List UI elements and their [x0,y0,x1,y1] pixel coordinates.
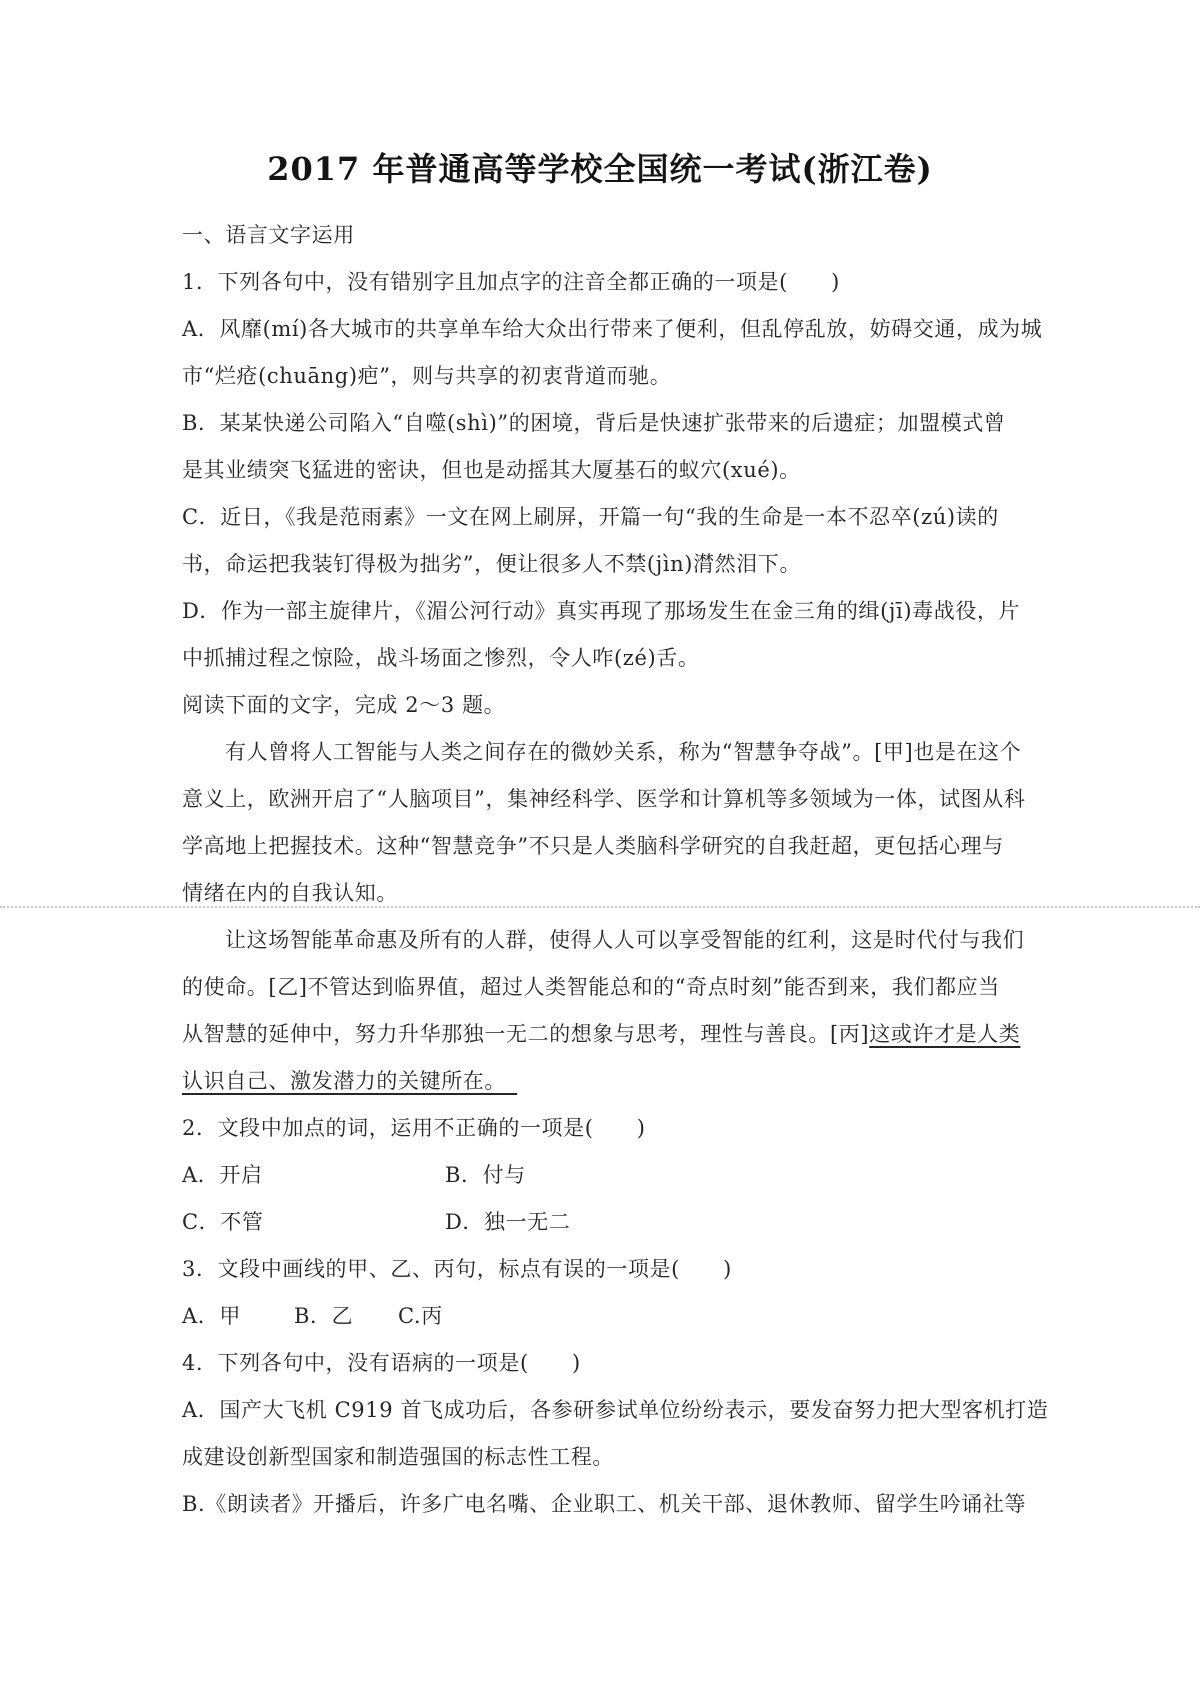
q3-option-a: A．甲 [182,1304,241,1328]
q4-option-b-line1: B.《朗读者》开播后，许多广电名嘴、企业职工、机关干部、退休教师、留学生吟诵社等 [182,1492,1027,1516]
q3-option-b: B．乙 [294,1304,354,1328]
document-body [182,212,1200,1528]
section-heading: 一、语言文字运用 [182,223,355,247]
document-title: 2017 年普通高等学校全国统一考试(浙江卷) [267,150,933,188]
q3-option-c: C.丙 [398,1304,443,1328]
q4-option-a-line2: 成建设创新型国家和制造强国的标志性工程。 [182,1445,614,1469]
q3-options-row [182,1293,1200,1340]
q2-option-c: C．不管 [182,1210,264,1234]
passage-p1-line3: 学高地上把握技术。这种“智慧竞争”不只是人类脑科学研究的自我赶超，更包括心理与 [182,834,1004,858]
q1-option-c-line1: C．近日，《我是范雨素》一文在网上刷屏，开篇一句“我的生命是一本不忍卒(zú)读的 [182,505,999,529]
q2-options-row2 [182,1199,1200,1246]
q2-option-a: A．开启 [182,1163,263,1187]
q1-option-a-line1: A．风靡(mí)各大城市的共享单车给大众出行带来了便利，但乱停乱放，妨碍交通，成为城 [182,317,1043,341]
passage-p1-line2: 意义上，欧洲开启了“人脑项目”，集神经科学、医学和计算机等多领域为一体，试图从科 [182,787,1026,811]
q2-option-d: D．独一无二 [445,1210,571,1234]
q1-option-a-line2: 市“烂疮(chuāng)疤”，则与共享的初衷背道而驰。 [182,364,672,388]
reading-intro: 阅读下面的文字，完成 2～3 题。 [182,693,506,717]
passage-p2-line2: 的使命。[乙]不管达到临界值，超过人类智能总和的“奇点时刻”能否到来，我们都应当 [182,975,1000,999]
passage-p2-line3-underlined: 这或许才是人类 [869,1022,1021,1046]
passage-p1-line1: 有人曾将人工智能与人类之间存在的微妙关系，称为“智慧争夺战”。[甲]也是在这个 [225,740,1022,764]
passage-p2-line3 [182,1011,1200,1058]
q1-option-d-line1: D．作为一部主旋律片，《湄公河行动》真实再现了那场发生在金三角的缉(jī)毒战役，片 [182,599,1021,623]
q3-stem: 3．文段中画线的甲、乙、丙句，标点有误的一项是( ) [182,1257,732,1281]
q1-option-d-line2: 中抓捕过程之惊险，战斗场面之惨烈，令人咋(zé)舌。 [182,646,700,670]
q1-option-b-line2: 是其业绩突飞猛进的密诀，但也是动摇其大厦基石的蚁穴(xué)。 [182,458,801,482]
q1-option-b-line1: B．某某快递公司陷入“自噬(shì)”的困境，背后是快速扩张带来的后遗症；加盟模式曾 [182,411,1006,435]
page-break-divider [0,906,1200,908]
q4-stem: 4．下列各句中，没有语病的一项是( ) [182,1351,581,1375]
q2-options-row1 [182,1152,1200,1199]
passage-p1-line4: 情绪在内的自我认知。 [182,881,398,905]
passage-p2-line4 [182,1058,1200,1105]
q4-option-a-line1: A．国产大飞机 C919 首飞成功后，各参研参试单位纷纷表示，要发奋努力把大型客机打造 [182,1398,1049,1422]
q2-option-b: B．付与 [445,1163,526,1187]
q1-stem: 1．下列各句中，没有错别字且加点字的注音全都正确的一项是( ) [182,270,840,294]
passage-p2-line4-underlined: 认识自己、激发潜力的关键所在。 [182,1069,496,1093]
q1-option-c-line2: 书，命运把我装钉得极为拙劣”，便让很多人不禁(jìn)潸然泪下。 [182,552,802,576]
q2-stem: 2．文段中加点的词，运用不正确的一项是( ) [182,1116,646,1140]
passage-p2-line1: 让这场智能革命惠及所有的人群，使得人人可以享受智能的红利，这是时代付与我们 [225,928,1025,952]
passage-p2-line3-normal: 从智慧的延伸中，努力升华那独一无二的想象与思考，理性与善良。[丙] [182,1022,870,1046]
